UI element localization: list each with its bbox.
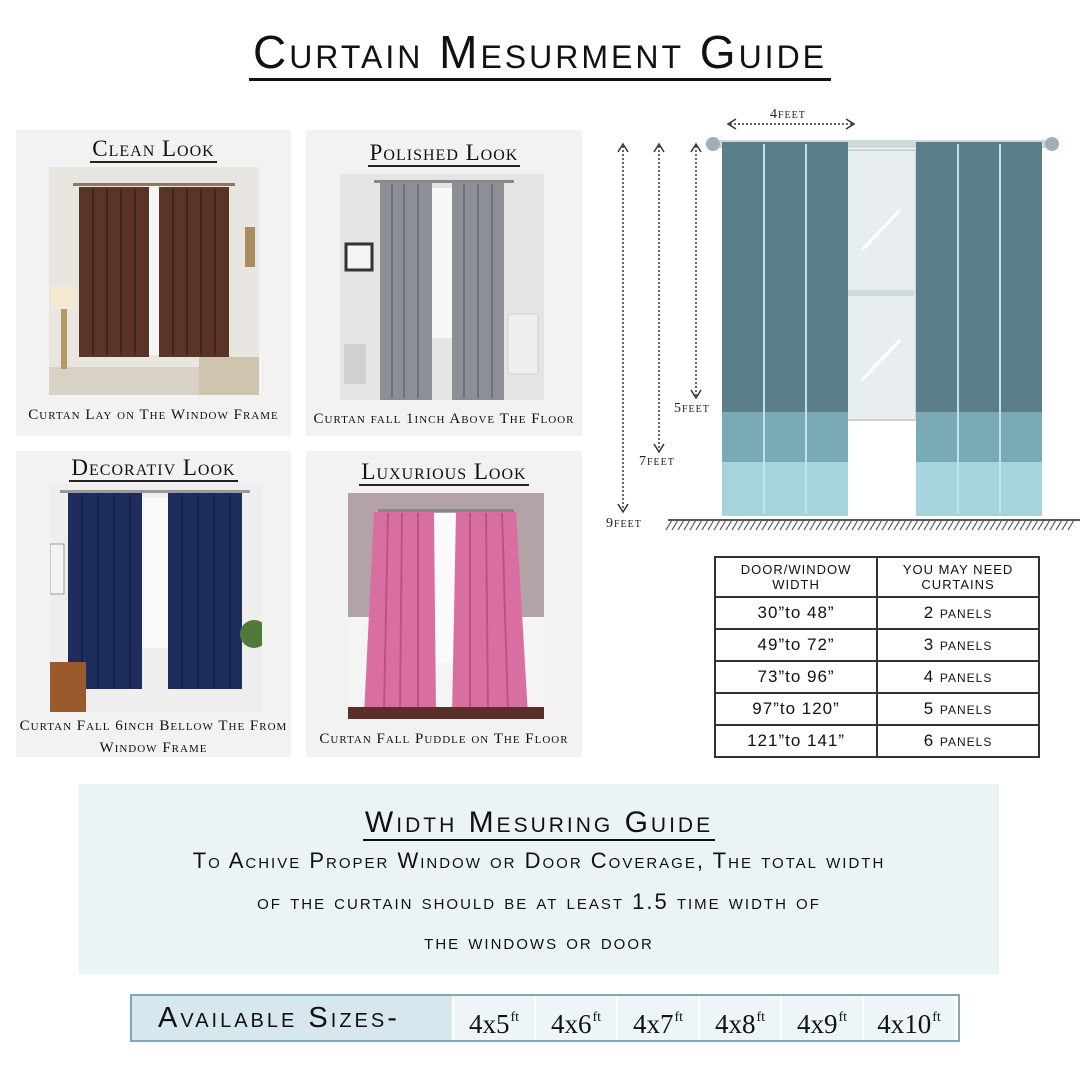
card-caption-line1: Curtan Fall 6inch Bellow The From (19, 718, 288, 734)
card-caption: Curtan fall 1inch Above The Floor (313, 411, 575, 427)
height-label-9ft: 9FEET (606, 516, 642, 531)
table-cell-panels: 2 panels (877, 597, 1039, 629)
card-caption: Curtan Fall Puddle on The Floor (319, 731, 569, 747)
width-guide-line1: To Achive Proper Window or Door Coverage, The total width (192, 848, 886, 873)
card-caption-line2: Window Frame (99, 740, 208, 756)
luxurious-look-photo (348, 493, 544, 719)
table-row (715, 693, 1039, 725)
floor-hatch (666, 520, 1080, 530)
card-title: Decorativ Look (71, 455, 236, 480)
polished-look-photo (340, 174, 544, 400)
panels-table (714, 556, 1040, 758)
table-row (715, 629, 1039, 661)
table-row (715, 597, 1039, 629)
table-header-curtains: YOU MAY NEED CURTAINS (877, 557, 1039, 597)
curtain-diagram (600, 100, 1080, 540)
card-title: Polished Look (369, 140, 519, 165)
card-title: Clean Look (92, 136, 215, 161)
page-title-text: Curtain Mesurment Guide (249, 26, 831, 81)
size-option: $4x8^{ft}$ (700, 996, 780, 1040)
table-row (715, 661, 1039, 693)
card-caption: Curtan Lay on The Window Frame (28, 407, 279, 423)
card-polished-look (306, 130, 582, 436)
table-cell-panels: 5 panels (877, 693, 1039, 725)
available-sizes-bar (130, 994, 960, 1042)
width-guide-line3: the windows or door (424, 929, 654, 954)
table-header-row (715, 557, 1039, 597)
width-label: 4FEET (770, 107, 806, 122)
table-row (715, 725, 1039, 757)
size-option: $4x9^{ft}$ (782, 996, 862, 1040)
left-curtain (722, 142, 848, 516)
table-cell-width: 30”to 48” (715, 597, 877, 629)
decorativ-look-photo (50, 484, 262, 712)
available-sizes-label: Available Sizes- (132, 996, 452, 1040)
card-title: Luxurious Look (361, 459, 527, 484)
table-header-width: DOOR/WINDOW WIDTH (715, 557, 877, 597)
height-label-7ft: 7FEET (639, 454, 675, 469)
size-option: $4x5^{ft}$ (454, 996, 534, 1040)
size-option: $4x6^{ft}$ (536, 996, 616, 1040)
clean-look-image (49, 167, 259, 395)
window-pane (846, 150, 916, 420)
width-guide-line2: of the curtain should be at least 1.5 time width of (257, 889, 821, 914)
page-title (0, 26, 1080, 81)
polished-look-image (340, 174, 544, 400)
card-clean-look (16, 130, 291, 436)
rod-finial-left (706, 137, 720, 151)
size-option: $4x10^{ft}$ (864, 996, 954, 1040)
card-decorativ-look (16, 451, 291, 757)
table-cell-width: 73”to 96” (715, 661, 877, 693)
clean-look-photo (49, 167, 259, 395)
luxurious-look-image (348, 493, 544, 719)
table-cell-width: 97”to 120” (715, 693, 877, 725)
width-guide-title: Width Mesuring Guide (364, 806, 714, 839)
table-cell-width: 121”to 141” (715, 725, 877, 757)
table-cell-panels: 6 panels (877, 725, 1039, 757)
decorativ-look-image (50, 484, 262, 712)
width-guide-box (79, 784, 999, 974)
card-luxurious-look (306, 451, 582, 757)
right-curtain (916, 142, 1042, 516)
table-cell-panels: 4 panels (877, 661, 1039, 693)
height-label-5ft: 5FEET (674, 401, 710, 416)
rod-finial-right (1045, 137, 1059, 151)
table-cell-panels: 3 panels (877, 629, 1039, 661)
table-cell-width: 49”to 72” (715, 629, 877, 661)
size-option: $4x7^{ft}$ (618, 996, 698, 1040)
